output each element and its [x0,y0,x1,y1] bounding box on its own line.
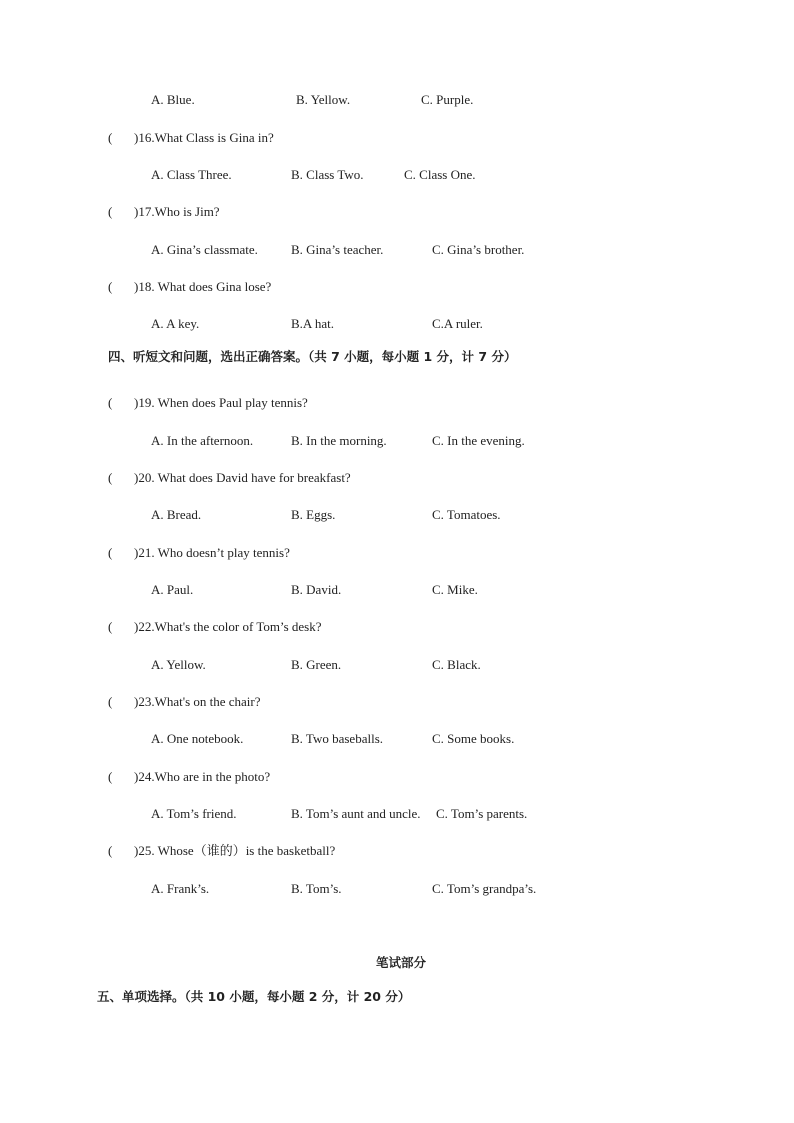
q16-paren[interactable]: ( [108,130,113,145]
q18-option-c: C.A ruler. [432,316,483,331]
q23-text: )23.What's on the chair? [134,694,261,709]
q19-text: )19. When does Paul play tennis? [134,395,308,410]
q24-text: )24.Who are in the photo? [134,769,271,784]
q17-option-a: A. Gina’s classmate. [151,242,258,257]
q17-option-c: C. Gina’s brother. [432,242,525,257]
q25-text: )25. Whose（谁的）is the basketball? [134,843,336,858]
q25-option-c: C. Tom’s grandpa’s. [432,881,537,896]
q24-option-a: A. Tom’s friend. [151,806,237,821]
q24-paren[interactable]: ( [108,769,113,784]
q24-option-b: B. Tom’s aunt and uncle. [291,806,421,821]
q20-text: )20. What does David have for breakfast? [134,470,351,485]
q25-paren[interactable]: ( [108,843,113,858]
q15-option-a: A. Blue. [151,92,195,107]
q15-option-c: C. Purple. [421,92,474,107]
q20-option-c: C. Tomatoes. [432,507,501,522]
q23-option-a: A. One notebook. [151,731,244,746]
q17-paren[interactable]: ( [108,204,113,219]
q16-text: )16.What Class is Gina in? [134,130,274,145]
q23-paren[interactable]: ( [108,694,113,709]
q15-option-b: B. Yellow. [296,92,351,107]
q22-option-a: A. Yellow. [151,657,206,672]
q19-option-c: C. In the evening. [432,433,525,448]
section4-heading: 四、听短文和问题，选出正确答案。（共 7 小题，每小题 1 分，计 7 分） [108,349,517,364]
q16-option-b: B. Class Two. [291,167,364,182]
q23-option-b: B. Two baseballs. [291,731,384,746]
q18-option-b: B.A hat. [291,316,334,331]
section5-heading: 五、单项选择。（共 10 小题，每小题 2 分，计 20 分） [97,989,411,1004]
q19-option-a: A. In the afternoon. [151,433,254,448]
written-part-title: 笔试部分 [376,955,427,970]
q21-option-c: C. Mike. [432,582,478,597]
q21-option-b: B. David. [291,582,342,597]
q16-option-a: A. Class Three. [151,167,232,182]
q22-text: )22.What's the color of Tom’s desk? [134,619,322,634]
q18-text: )18. What does Gina lose? [134,279,272,294]
q20-paren[interactable]: ( [108,470,113,485]
q19-option-b: B. In the morning. [291,433,387,448]
q21-text: )21. Who doesn’t play tennis? [134,545,290,560]
q20-option-a: A. Bread. [151,507,202,522]
q25-option-b: B. Tom’s. [291,881,342,896]
q18-paren[interactable]: ( [108,279,113,294]
q18-option-a: A. A key. [151,316,200,331]
q20-option-b: B. Eggs. [291,507,336,522]
q21-option-a: A. Paul. [151,582,194,597]
q16-option-c: C. Class One. [404,167,476,182]
q17-text: )17.Who is Jim? [134,204,220,219]
q17-option-b: B. Gina’s teacher. [291,242,384,257]
q23-option-c: C. Some books. [432,731,515,746]
q22-option-c: C. Black. [432,657,481,672]
q24-option-c: C. Tom’s parents. [436,806,528,821]
q25-option-a: A. Frank’s. [151,881,210,896]
q22-paren[interactable]: ( [108,619,113,634]
q21-paren[interactable]: ( [108,545,113,560]
q22-option-b: B. Green. [291,657,342,672]
q19-paren[interactable]: ( [108,395,113,410]
